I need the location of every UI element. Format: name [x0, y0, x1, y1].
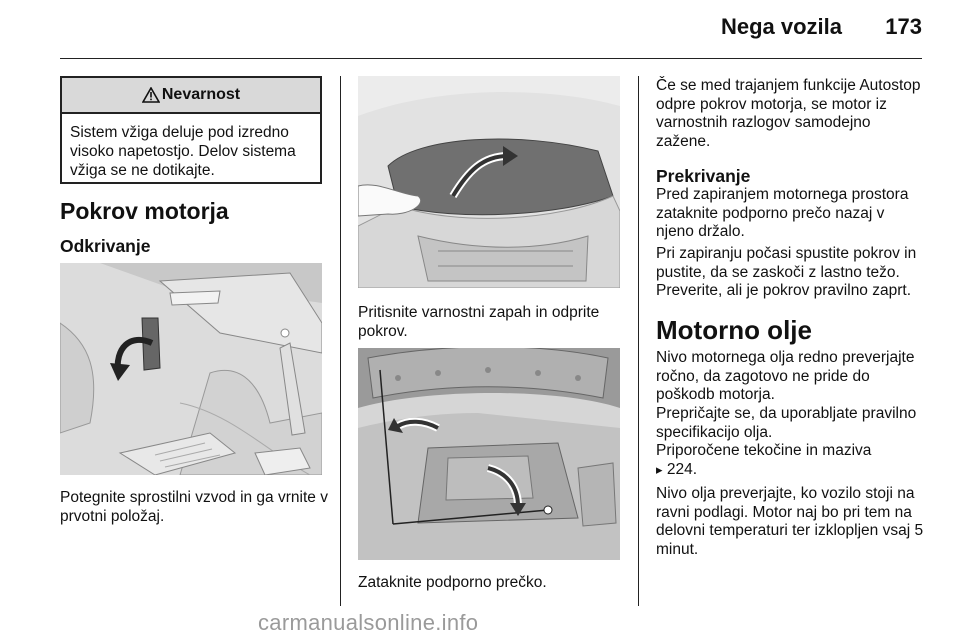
oil-reference-text: Priporočene tekočine in maziva [656, 442, 872, 459]
autostop-paragraph: Če se med trajanjem funkcije Autostop odpre pokrov motorja, se motor iz varnostnih razlogov samodejno zažene. [656, 77, 921, 150]
warning-triangle-icon [142, 87, 160, 103]
figure-release-lever [60, 263, 322, 475]
warning-header [62, 78, 320, 114]
section-heading-hood: Pokrov motorja [60, 198, 229, 224]
oil-paragraph-1: Nivo motornega olja redno preverjajte ročno, da zagotovo ne pride do poškodb motorja. [656, 349, 915, 403]
subheading-opening: Odkrivanje [60, 236, 151, 256]
warning-title: Nevarnost [161, 86, 241, 103]
watermark: carmanualsonline.info [258, 610, 479, 635]
page-number: 173 [885, 14, 922, 39]
open-hood-illustration [358, 76, 620, 288]
oil-reference-page[interactable]: 224. [666, 460, 698, 478]
caption-release-lever: Potegnite sprostilni vzvod in ga vrnite v prvotni položaj. [60, 489, 328, 525]
figure-support-rod [358, 348, 620, 560]
support-rod-illustration [358, 348, 620, 560]
subheading-closing: Prekrivanje [656, 166, 751, 186]
figure-open-hood [358, 76, 620, 288]
caption-open-hood: Pritisnite varnostni zapah in odprite pokrov. [358, 304, 600, 340]
arrow-reference-icon: ▸ [656, 461, 663, 477]
oil-paragraph-4: Nivo olja preverjajte, ko vozilo stoji na ravni podlagi. Motor naj bo pri tem na delovni temperaturi ter izklopljen vsaj 5 minut. [656, 485, 924, 558]
section-heading-engine-oil: Motorno olje [656, 315, 812, 345]
closing-paragraph-2: Pri zapiranju počasi spustite pokrov in pustite, da se zaskoči z lastno težo. Preverite, ali je pokrov pravilno zaprt. [656, 245, 917, 299]
column-divider-2 [638, 76, 639, 606]
release-lever-illustration [60, 263, 322, 475]
oil-paragraph-3 [656, 442, 924, 479]
warning-text: Sistem vžiga deluje pod izredno visoko napetostjo. Delov sistema vžiga se ne dotikajte. [70, 124, 296, 179]
header-rule [60, 58, 922, 59]
caption-support-rod: Zataknite podporno prečko. [358, 574, 547, 591]
column-divider-1 [340, 76, 341, 606]
closing-paragraph-1: Pred zapiranjem motornega prostora zataknite podporno prečo nazaj v njeno držalo. [656, 186, 909, 240]
warning-box [60, 76, 322, 184]
running-header-title: Nega vozila [720, 14, 842, 39]
oil-paragraph-2: Prepričajte se, da uporabljate pravilno specifikacijo olja. [656, 405, 917, 441]
